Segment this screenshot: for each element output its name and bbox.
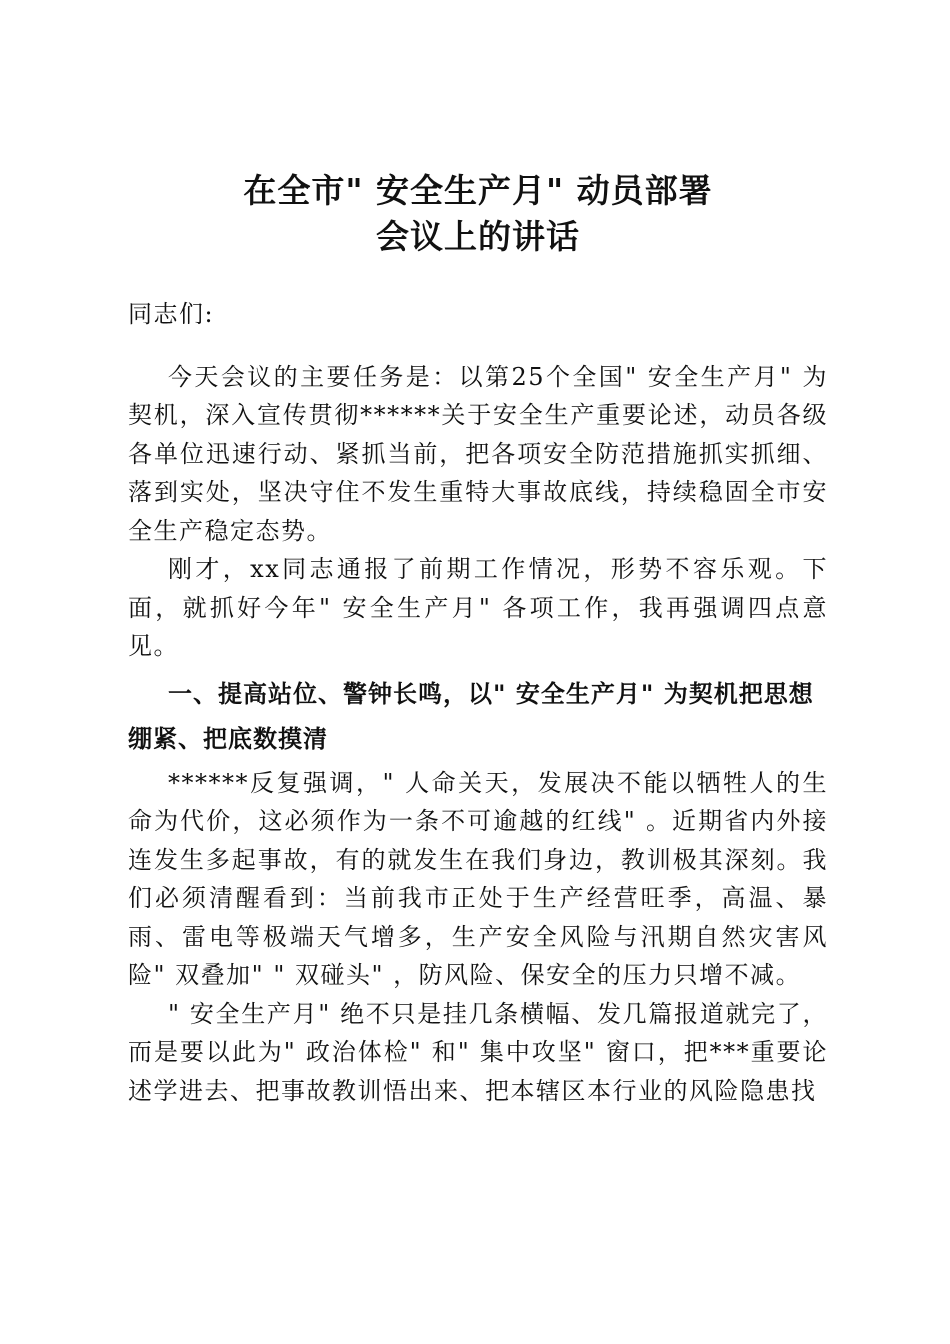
paragraph-transition: 刚才，xx同志通报了前期工作情况，形势不容乐观。下面，就抓好今年" 安全生产月" 各项工作，我再强调四点意见。 bbox=[128, 555, 828, 660]
title-line-1: 在全市" 安全生产月" 动员部署 bbox=[243, 171, 713, 210]
section1-paragraph-1: ******反复强调，" 人命关天，发展决不能以牺牲人的生命为代价，这必须作为一条不可逾越的红线" 。近期省内外接连发生多起事故，有的就发生在我们身边，教训极其深刻。我们必须清醒看到：当前我市正处于生产经营旺季，高温、暴雨、雷电等极端天气增多，生产安全风险与汛期自然灾害风险" 双叠加" " 双碰头" ，防风险、保安全的压力只增不减。 bbox=[128, 768, 828, 989]
document-page bbox=[128, 168, 828, 1110]
document-title bbox=[128, 168, 828, 260]
paragraph-intro: 今天会议的主要任务是：以第25个全国" 安全生产月" 为契机，深入宣传贯彻******关于安全生产重要论述，动员各级各单位迅速行动、紧抓当前，把各项安全防范措施抓实抓细、落到实处，坚决守住不发生重特大事故底线，持续稳固全市安全生产稳定态势。 bbox=[128, 362, 828, 545]
section1-paragraph-2: " 安全生产月" 绝不只是挂几条横幅、发几篇报道就完了，而是要以此为" 政治体检" 和" 集中攻坚" 窗口，把***重要论述学进去、把事故教训悟出来、把本辖区本行业的风险隐患找 bbox=[128, 999, 828, 1105]
section-heading-1: 一、提高站位、警钟长鸣，以" 安全生产月" 为契机把思想绷紧、把底数摸清 bbox=[128, 679, 814, 753]
salutation: 同志们: bbox=[128, 300, 215, 328]
title-line-2: 会议上的讲话 bbox=[376, 217, 580, 256]
